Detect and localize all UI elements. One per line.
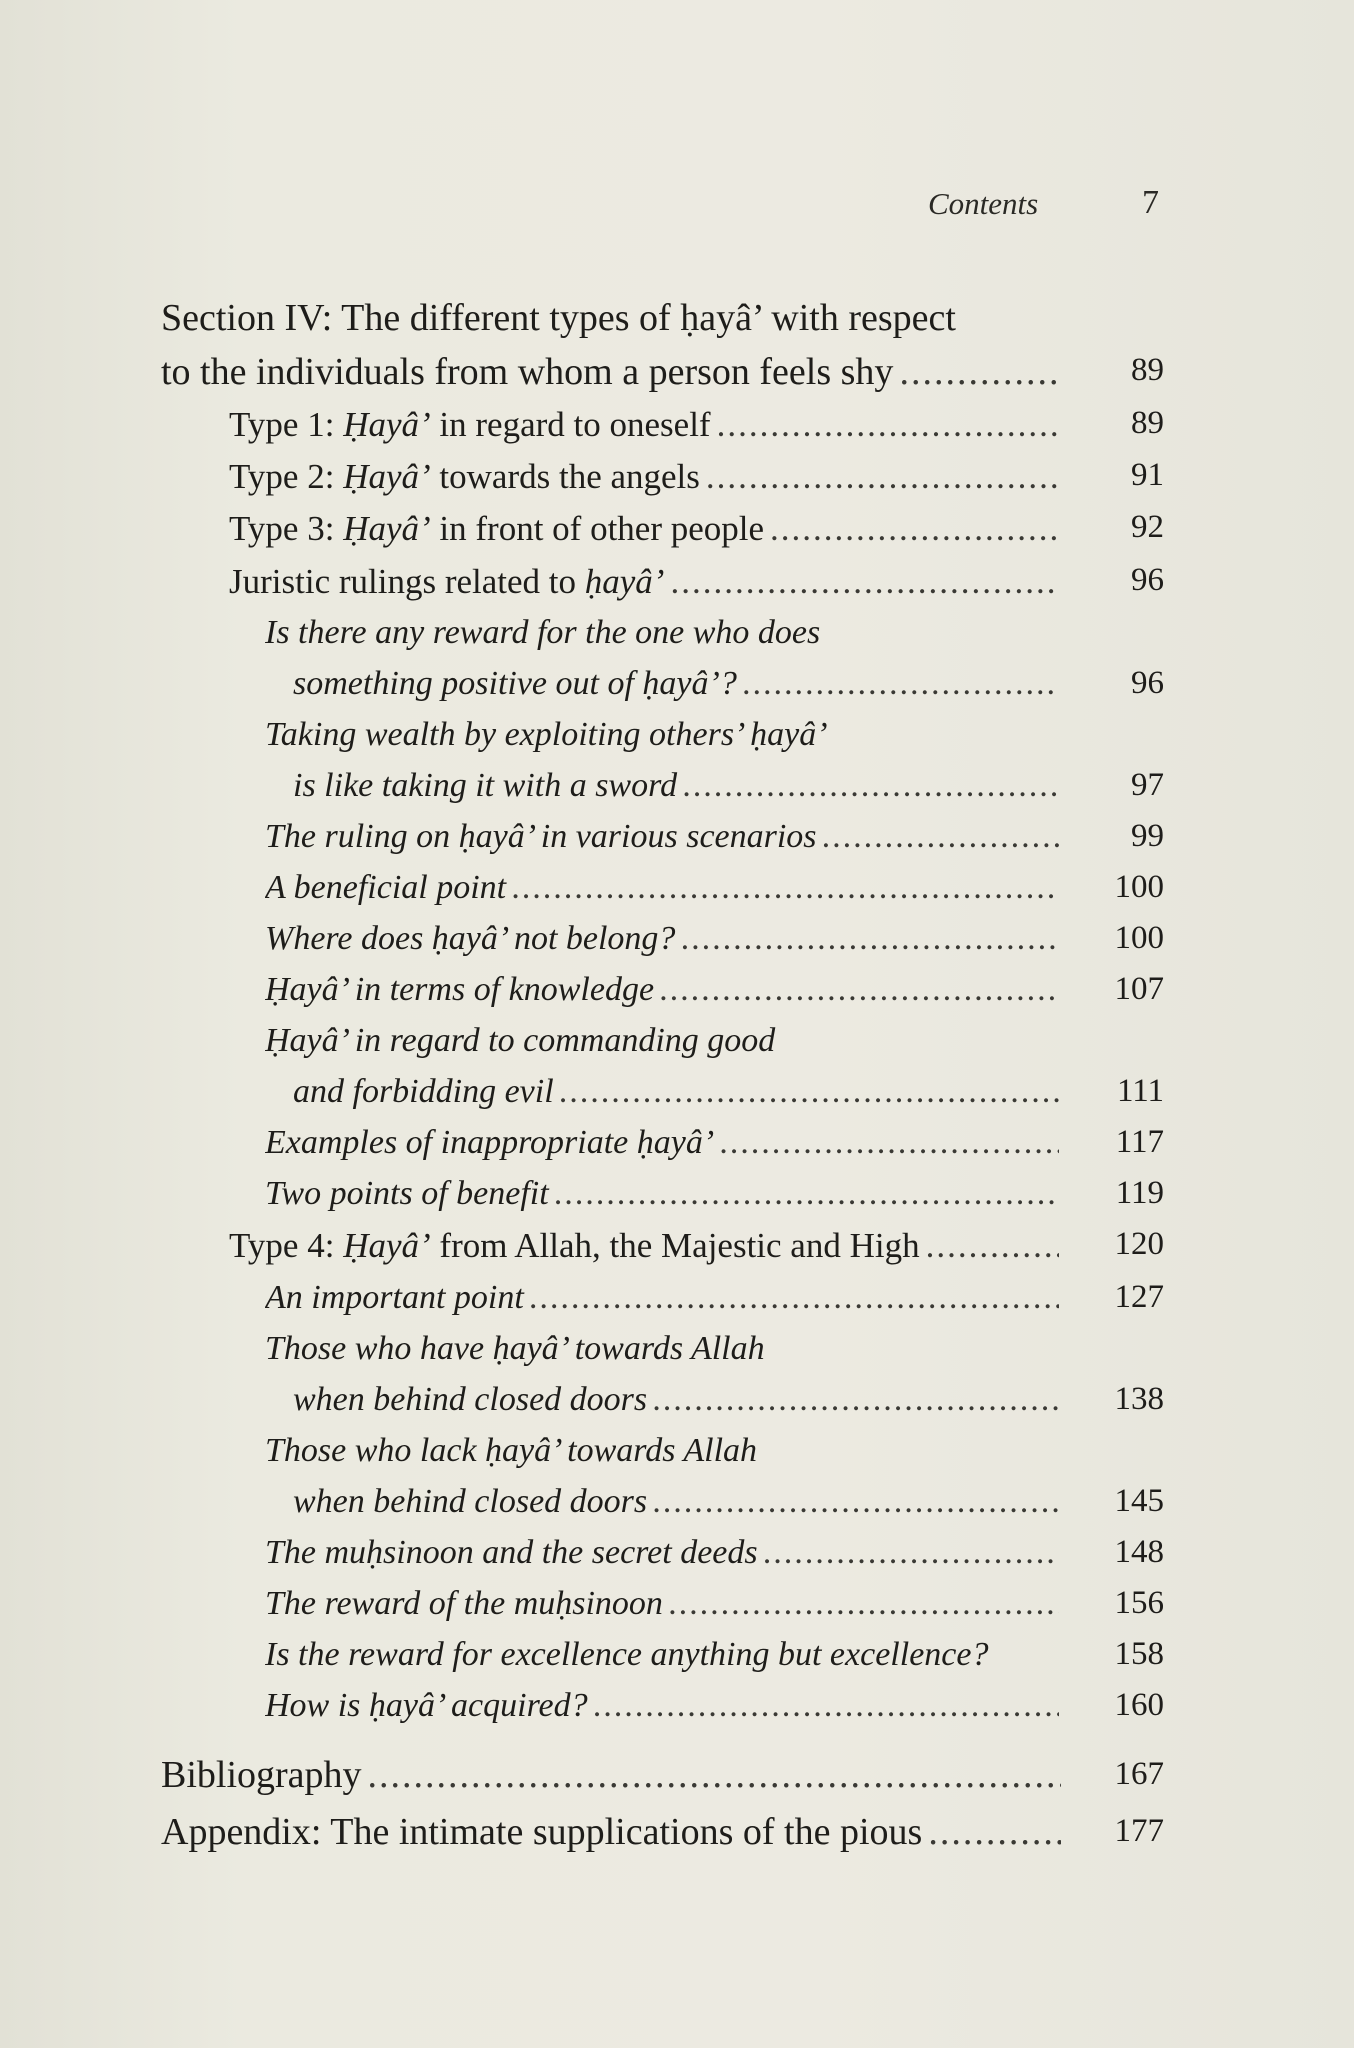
toc-entry-term: Ḥayâ’ (343, 1226, 431, 1265)
toc-entry-prefix: Type 4: (229, 1226, 344, 1265)
toc-entry-title: Examples of inappropriate ḥayâ’ (265, 1124, 715, 1161)
dot-leader (770, 509, 1059, 549)
toc-entry-title: The ruling on ḥayâ’ in various scenarios (265, 818, 817, 855)
toc-entry-title-line2: when behind closed doors (293, 1381, 648, 1418)
toc-entry-title-line2: to the individuals from whom a person feels shy (161, 351, 894, 393)
toc-entry-title: An important point (265, 1279, 524, 1316)
toc-entry-title-line1: Is there any reward for the one who does (265, 614, 821, 651)
dot-leader (720, 1124, 1059, 1162)
dot-leader (594, 1687, 1059, 1725)
toc-entry-title: A beneficial point (265, 869, 507, 906)
dot-leader (683, 767, 1059, 805)
dot-leader (653, 1381, 1059, 1419)
dot-leader (555, 1175, 1059, 1213)
toc-entry-title-line2: when behind closed doors (293, 1483, 648, 1520)
dot-leader (512, 869, 1059, 907)
toc-entry-title: towards the angels (430, 457, 700, 496)
toc-entry-page: 91 (1131, 457, 1164, 493)
dot-leader (928, 1810, 1061, 1854)
toc-entry-title: Juristic rulings related to (229, 562, 585, 601)
toc-entry-page: 138 (1114, 1381, 1164, 1417)
toc-entry-page: 100 (1114, 920, 1164, 956)
toc-entry-title: Bibliography (161, 1754, 362, 1796)
running-header-title: Contents (928, 186, 1039, 221)
dot-leader (660, 971, 1059, 1009)
toc-entry-page: 167 (1114, 1756, 1164, 1792)
toc-entry-title-line1: Ḥayâ’ in regard to commanding good (265, 1022, 776, 1059)
toc-entry-page: 127 (1114, 1279, 1164, 1315)
dot-leader (764, 1534, 1059, 1572)
toc-entry-page: 92 (1131, 509, 1164, 545)
toc-entry-title: from Allah, the Majestic and High (430, 1226, 920, 1265)
toc-entry-page: 148 (1114, 1534, 1164, 1570)
toc-entry-page: 89 (1131, 352, 1164, 388)
toc-entry-page: 145 (1114, 1483, 1164, 1519)
toc-entry-prefix: Type 2: (229, 457, 344, 496)
toc-entry-prefix: Type 3: (229, 509, 344, 548)
toc-entry-title-line1: Those who lack ḥayâ’ towards Allah (265, 1432, 758, 1469)
toc-entry-title: Where does ḥayâ’ not belong? (265, 920, 676, 957)
dot-leader (823, 818, 1059, 856)
toc-entry-title: Is the reward for excellence anything but excellence? (265, 1636, 989, 1673)
dot-leader (717, 405, 1059, 445)
dot-leader (743, 665, 1059, 703)
dot-leader (530, 1279, 1059, 1317)
toc-entry-title-line2: and forbidding evil (293, 1073, 554, 1110)
toc-entry-page: 96 (1131, 665, 1164, 701)
page-number: 7 (1142, 184, 1159, 221)
toc-entry-title: in front of other people (430, 509, 765, 548)
toc-entry-term: Ḥayâ’ (343, 509, 431, 548)
dot-leader (653, 1483, 1059, 1521)
toc-entry-term: Ḥayâ’ (343, 405, 431, 444)
toc-entry-term: Ḥayâ’ (343, 457, 431, 496)
toc-entry-title: Ḥayâ’ in terms of knowledge (265, 971, 655, 1008)
toc-entry-page: 117 (1115, 1124, 1164, 1160)
toc-entry-title: in regard to oneself (430, 405, 711, 444)
toc-entry-title: Appendix: The intimate supplications of the pious (161, 1811, 923, 1853)
running-header (0, 186, 1354, 232)
toc-entry-page: 96 (1131, 562, 1164, 598)
toc-entry-title: Two points of benefit (265, 1175, 549, 1212)
toc-entry-title-line1: Taking wealth by exploiting others’ ḥayâ’ (265, 716, 828, 753)
toc-entry-title: How is ḥayâ’ acquired? (265, 1687, 588, 1724)
toc-entry-page: 158 (1114, 1636, 1164, 1672)
toc-entry-title-line1: Those who have ḥayâ’ towards Allah (265, 1330, 765, 1367)
toc-entry-page: 177 (1114, 1813, 1164, 1849)
toc-entry-page: 119 (1115, 1175, 1164, 1211)
toc-entry-term: ḥayâ’ (584, 562, 665, 601)
dot-leader (899, 350, 1061, 394)
dot-leader (706, 457, 1059, 497)
dot-leader (670, 562, 1059, 602)
dot-leader (926, 1226, 1059, 1266)
toc-entry-page: 156 (1114, 1585, 1164, 1621)
toc-entry-page: 100 (1114, 869, 1164, 905)
dot-leader (368, 1753, 1061, 1797)
toc-entry-title: The muḥsinoon and the secret deeds (265, 1534, 758, 1571)
toc-entry-title-line2: something positive out of ḥayâ’? (293, 665, 737, 702)
dot-leader (560, 1073, 1059, 1111)
toc-entry-title-line1: Section IV: The different types of ḥayâ’ with respect (161, 297, 956, 339)
toc-entry-page: 107 (1114, 971, 1164, 1007)
toc-entry-page: 89 (1131, 405, 1164, 441)
toc-entry-page: 111 (1116, 1073, 1164, 1109)
dot-leader (669, 1585, 1059, 1623)
toc-entry-title-line2: is like taking it with a sword (293, 767, 678, 804)
dot-leader (681, 920, 1059, 958)
toc-entry-title: The reward of the muḥsinoon (265, 1585, 663, 1622)
toc-entry-page: 99 (1131, 818, 1164, 854)
toc-entry-page: 160 (1114, 1687, 1164, 1723)
toc-entry-page: 120 (1114, 1226, 1164, 1262)
toc-entry-prefix: Type 1: (229, 405, 344, 444)
toc-entry-page: 97 (1131, 767, 1164, 803)
